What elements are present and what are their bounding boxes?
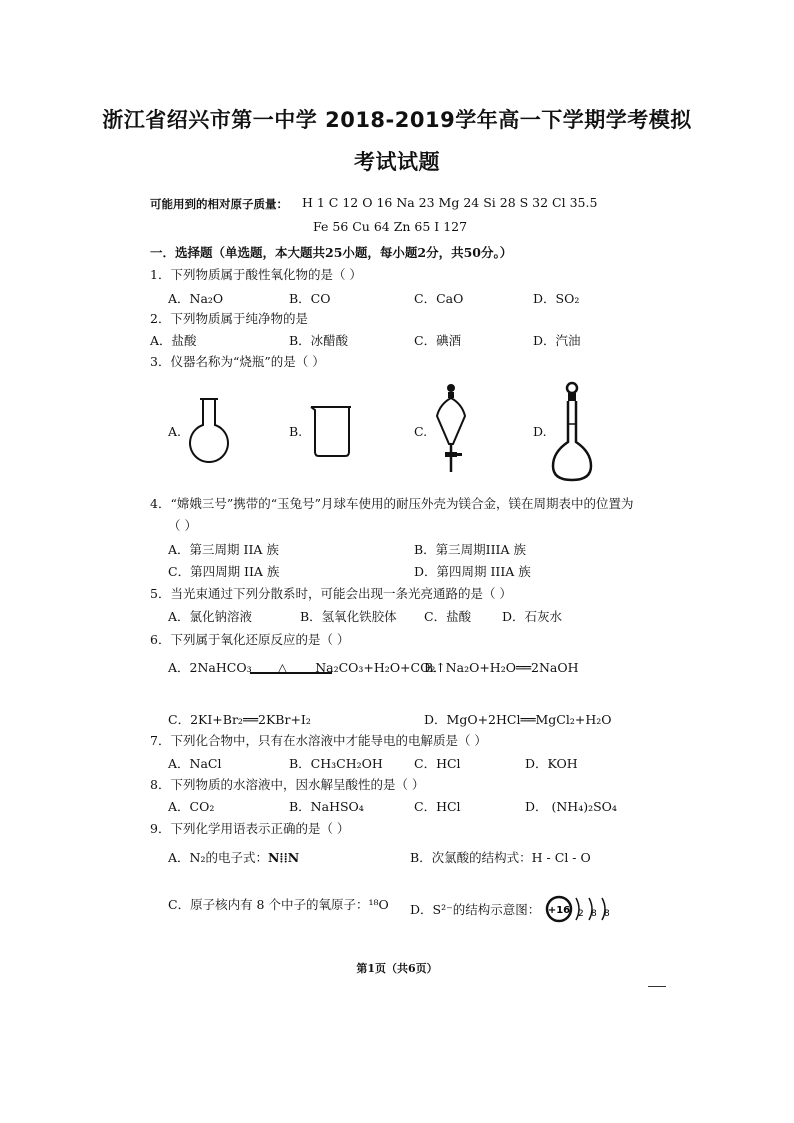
- page-title-line2: 考试试题: [354, 150, 440, 174]
- q2-option-a: A．盐酸: [150, 333, 197, 348]
- q5-option-a: A．氯化钠溶液: [168, 609, 253, 624]
- shell-2-electrons: 8: [591, 909, 597, 919]
- heating-triangle-icon: [278, 660, 288, 675]
- q2-option-c: C．碘酒: [414, 333, 462, 348]
- q2-option-d: D．汽油: [533, 333, 581, 348]
- q1-option-c: C．CaO: [414, 291, 464, 306]
- n2-electron-formula: N⁞⁞N: [267, 850, 300, 865]
- question-4-stem: 4．“嫦娥三号”携带的“玉兔号”月球车使用的耐压外壳为镁合金，镁在周期表中的位置为: [150, 496, 634, 511]
- q3-option-a: A.: [168, 424, 182, 439]
- q1-option-a: A．Na₂O: [168, 291, 224, 306]
- question-7-stem: 7．下列化合物中，只有在水溶液中才能导电的电解质是（ ）: [150, 733, 487, 748]
- question-6-stem: 6．下列属于氧化还原反应的是（ ）: [150, 632, 350, 647]
- q7-option-b: B．CH₃CH₂OH: [289, 756, 383, 771]
- q9-a-label: A．N₂的电子式：: [168, 850, 268, 865]
- q6-option-b: B．Na₂O+H₂O══2NaOH: [424, 660, 579, 675]
- atomic-mass-label: 可能用到的相对原子质量：: [150, 197, 288, 211]
- q7-option-a: A．NaCl: [168, 756, 222, 771]
- question-3-stem: 3．仪器名称为“烧瓶”的是（ ）: [150, 354, 325, 369]
- q8-option-c: C．HCl: [414, 799, 461, 814]
- q9-option-b: B．次氯酸的结构式：H - Cl - O: [410, 850, 591, 865]
- nucleus-charge: +16: [548, 905, 571, 916]
- q3-option-c: C.: [414, 424, 428, 439]
- q6-a-products: Na₂CO₃+H₂O+CO₂↑: [315, 660, 446, 675]
- q5-option-b: B．氢氧化铁胶体: [300, 609, 397, 624]
- atomic-mass-line2: Fe 56 Cu 64 Zn 65 I 127: [313, 219, 468, 234]
- q9-option-a: [168, 848, 299, 866]
- question-4-stem-blank: （ ）: [168, 518, 197, 533]
- q5-option-c: C．盐酸: [424, 609, 472, 624]
- q8-option-a: A．CO₂: [168, 799, 215, 814]
- q5-option-d: D．石灰水: [502, 609, 563, 624]
- q8-option-d: D． (NH₄)₂SO₄: [525, 799, 617, 814]
- reaction-line: [250, 672, 332, 674]
- volumetric-flask-icon: [549, 380, 595, 484]
- q1-option-d: D．SO₂: [533, 291, 580, 306]
- q6-option-a: [168, 658, 446, 676]
- q7-option-c: C．HCl: [414, 756, 461, 771]
- q2-option-b: B．冰醋酸: [289, 333, 349, 348]
- round-bottom-flask-icon: [186, 395, 232, 463]
- q4-option-a: A．第三周期 IIA 族: [168, 542, 279, 557]
- question-2-stem: 2．下列物质属于纯净物的是: [150, 311, 308, 326]
- question-9-stem: 9．下列化学用语表示正确的是（ ）: [150, 821, 350, 836]
- q6-a-reactants: A．2NaHCO₃: [168, 660, 252, 675]
- q4-option-b: B．第三周期IIIA 族: [414, 542, 526, 557]
- page-title-line1: 浙江省绍兴市第一中学 2018-2019学年高一下学期学考模拟: [102, 108, 692, 132]
- shell-1-electrons: 2: [578, 909, 584, 919]
- scan-mark: [648, 986, 666, 987]
- q4-option-c: C．第四周期 IIA 族: [168, 564, 280, 579]
- q9-d-label: D．S²⁻的结构示意图：: [410, 902, 541, 917]
- section-heading: 一．选择题（单选题，本大题共25小题，每小题2分，共50分。）: [150, 245, 513, 260]
- page-footer: 第1页（共6页）: [356, 962, 438, 975]
- question-8-stem: 8．下列物质的水溶液中，因水解呈酸性的是（ ）: [150, 777, 425, 792]
- sulfide-ion-structure-diagram: [544, 892, 614, 926]
- beaker-icon: [307, 404, 355, 458]
- shell-3-electrons: 8: [604, 909, 610, 919]
- question-1-stem: 1．下列物质属于酸性氧化物的是（ ）: [150, 267, 362, 282]
- q4-option-d: D．第四周期 IIIA 族: [414, 564, 531, 579]
- question-5-stem: 5．当光束通过下列分散系时，可能会出现一条光亮通路的是（ ）: [150, 586, 512, 601]
- heat-symbol: △: [277, 660, 288, 675]
- q6-option-d: D．MgO+2HCl══MgCl₂+H₂O: [424, 712, 612, 727]
- q9-option-c: C．原子核内有 8 个中子的氧原子：¹⁸O: [168, 897, 389, 912]
- q3-option-b: B.: [289, 424, 303, 439]
- separatory-funnel-icon: [432, 382, 470, 476]
- q1-option-b: B．CO: [289, 291, 331, 306]
- q9-option-d: [410, 892, 614, 926]
- q7-option-d: D．KOH: [525, 756, 578, 771]
- atomic-mass-line1: H 1 C 12 O 16 Na 23 Mg 24 Si 28 S 32 Cl 35.5: [302, 195, 598, 210]
- q3-option-d: D.: [533, 424, 547, 439]
- q8-option-b: B．NaHSO₄: [289, 799, 364, 814]
- q6-option-c: C．2KI+Br₂══2KBr+I₂: [168, 712, 311, 727]
